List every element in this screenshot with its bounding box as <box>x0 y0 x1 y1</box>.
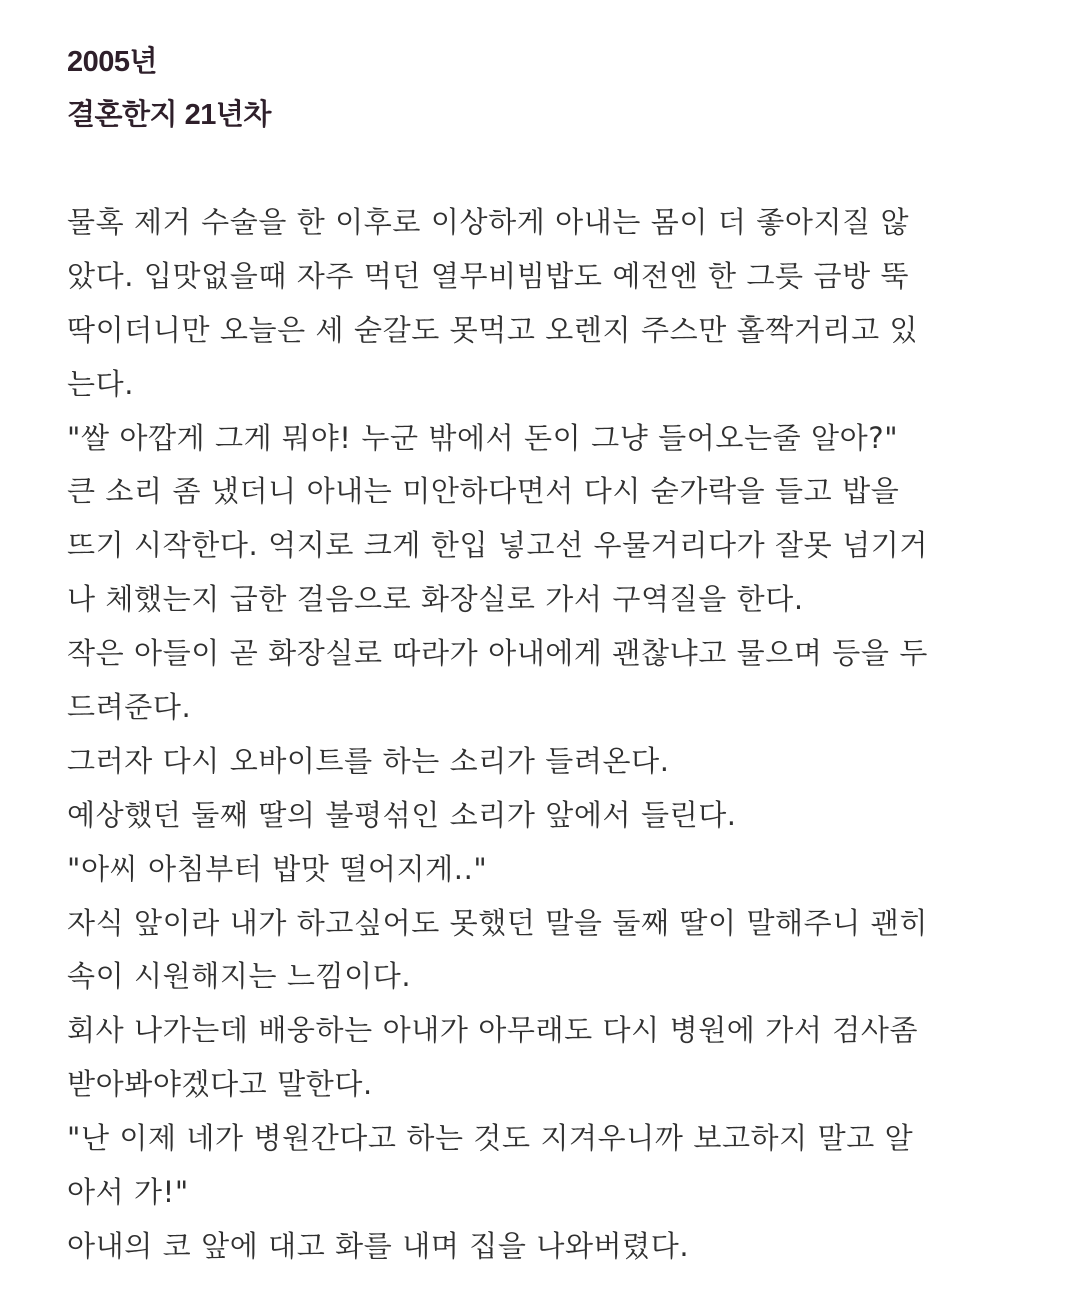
text-line-9: 작은 아들이 곧 화장실로 따라가 아내에게 괜찮냐고 물으며 등을 두 <box>67 636 928 671</box>
text-line-15: 속이 시원해지는 느낌이다. <box>67 959 412 994</box>
text-line-8: 나 체했는지 급한 걸음으로 화장실로 가서 구역질을 한다. <box>67 582 804 617</box>
story-header <box>67 40 967 137</box>
text-line-14: 자식 앞이라 내가 하고싶어도 못했던 말을 둘째 딸이 말해주니 괜히 <box>67 905 928 940</box>
text-line-1: 물혹 제거 수술을 한 이후로 이상하게 아내는 몸이 더 좋아지질 않 <box>67 205 910 239</box>
text-line-18: "난 이제 네가 병원간다고 하는 것도 지겨우니까 보고하지 말고 알 <box>67 1121 914 1156</box>
text-line-11: 그러자 다시 오바이트를 하는 소리가 들려온다. <box>67 743 670 778</box>
text-line-7: 뜨기 시작한다. 억지로 크게 한입 넣고선 우물거리다가 잘못 넘기거 <box>67 528 928 563</box>
story-body <box>67 196 1017 1274</box>
text-line-19: 아서 가!" <box>67 1175 189 1210</box>
story-subtitle: 결혼한지 21년차 <box>67 99 271 131</box>
text-line-5: "쌀 아깝게 그게 뭐야! 누군 밖에서 돈이 그냥 들어오는줄 알아?" <box>67 420 899 455</box>
text-line-16: 회사 나가는데 배웅하는 아내가 아무래도 다시 병원에 가서 검사좀 <box>67 1013 919 1048</box>
story-year: 2005년 <box>67 46 158 78</box>
text-line-17: 받아봐야겠다고 말한다. <box>67 1067 373 1102</box>
text-line-12: 예상했던 둘째 딸의 불평섞인 소리가 앞에서 들린다. <box>67 797 737 832</box>
text-line-4: 는다. <box>67 366 135 401</box>
text-line-10: 드려준다. <box>67 690 192 725</box>
text-line-13: "아씨 아침부터 밥맛 떨어지게.." <box>67 851 488 886</box>
text-line-20: 아내의 코 앞에 대고 화를 내며 집을 나와버렸다. <box>67 1228 690 1263</box>
text-line-2: 았다. 입맛없을때 자주 먹던 열무비빔밥도 예전엔 한 그릇 금방 뚝 <box>67 258 910 293</box>
text-line-6: 큰 소리 좀 냈더니 아내는 미안하다면서 다시 숟가락을 들고 밥을 <box>67 474 900 509</box>
text-line-3: 딱이더니만 오늘은 세 숟갈도 못먹고 오렌지 주스만 홀짝거리고 있 <box>67 312 919 347</box>
